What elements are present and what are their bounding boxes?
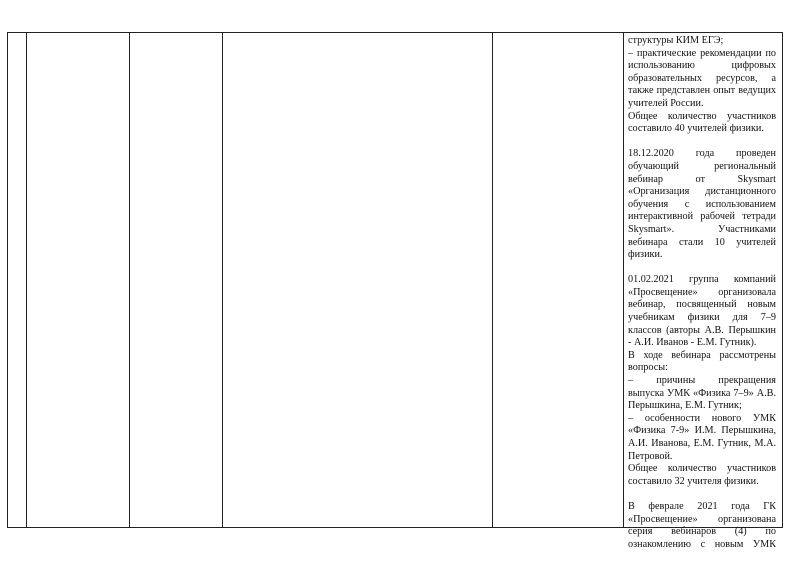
table-column-4 (222, 33, 493, 527)
cell-text-line: – особенности нового УМК (628, 412, 776, 424)
cell-text-line: - А.И. Иванов - Е.М. Гутник). (628, 337, 757, 349)
cell-text-line: Петровой. (628, 450, 673, 462)
cell-text-line: также представлен опыт ведущих (628, 85, 776, 97)
cell-text-line: использованию цифровых (628, 60, 776, 72)
cell-text-line: образовательных ресурсов, а (628, 72, 776, 84)
cell-text-line: классов (авторы А.В. Перышкин (628, 324, 776, 336)
cell-text-line: 01.02.2021 группа компаний (628, 274, 776, 286)
table-column-3 (129, 33, 223, 527)
cell-text-line: составило 40 учителей физики. (628, 123, 764, 135)
cell-text-line (628, 488, 776, 501)
cell-text-line: «Организация дистанционного (628, 186, 776, 198)
cell-text-line: выпуска УМК «Физика 7–9» А.В. (628, 387, 776, 399)
cell-text-line: В ходе вебинара рассмотрены (628, 349, 776, 361)
cell-text-line: – практические рекомендации по (628, 47, 776, 59)
cell-text-line: серия вебинаров (4) по (628, 526, 776, 538)
cell-text-line: В феврале 2021 года ГК (628, 500, 776, 512)
cell-text-line: Skysmart». Участниками (628, 223, 776, 235)
cell-text-line (628, 262, 776, 275)
cell-text-line: вебинар, посвященный новым (628, 299, 776, 311)
cell-text-line: учителей России. (628, 97, 704, 109)
cell-text-line: обучения с использованием (628, 198, 776, 210)
cell-text-line: интерактивной рабочей тетради (628, 211, 776, 223)
table-column-number (8, 33, 27, 527)
cell-text-line: обучающий региональный (628, 160, 776, 172)
cell-text-line: «Физика 7-9» И.М. Перышкина, (628, 425, 776, 437)
cell-text-line: составило 32 учителя физики. (628, 475, 759, 487)
cell-text-line: вопросы: (628, 362, 668, 374)
cell-text-line: ознакомлению с новым УМК (628, 538, 776, 550)
cell-text-line: – причины прекращения (628, 375, 776, 387)
cell-text-line (628, 136, 776, 149)
report-table (7, 32, 783, 550)
cell-text-line: «Просвещение» организована (628, 513, 776, 525)
activities-cell-text (628, 35, 776, 551)
cell-text-line: Общее количество участников (628, 110, 776, 122)
cell-text-line: физики. (628, 249, 663, 261)
table-column-activities (623, 33, 782, 550)
cell-text-line: 18.12.2020 года проведен (628, 148, 776, 160)
cell-text-line: Перышкина, Е.М. Гутник; (628, 400, 742, 412)
cell-text-line: Общее количество участников (628, 463, 776, 475)
cell-text-line: структуры КИМ ЕГЭ; (628, 35, 724, 46)
cell-text-line: А.И. Иванова, Е.М. Гутник, М.А. (628, 438, 776, 449)
cell-text-line: «Просвещение» организовала (628, 286, 776, 298)
cell-text-line: учебникам физики для 7–9 (628, 312, 776, 324)
table-column-2 (26, 33, 130, 527)
table-column-5 (492, 33, 624, 527)
cell-text-line: вебинара стали 10 учителей (628, 236, 776, 248)
cell-text-line: вебинар от Skysmart (628, 173, 776, 185)
